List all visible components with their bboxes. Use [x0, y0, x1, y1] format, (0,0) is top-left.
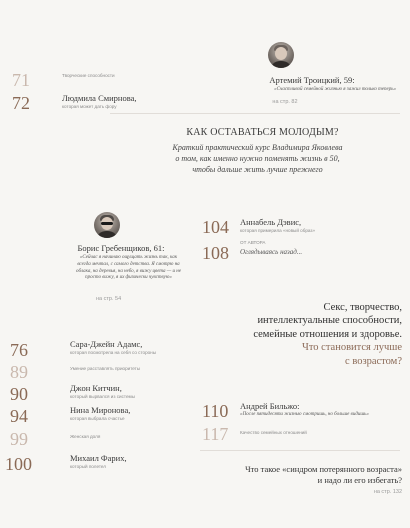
avatar — [94, 212, 120, 238]
page-number: 100 — [5, 454, 32, 474]
page-reference: на стр. 54 — [96, 296, 122, 302]
page-number: 71 — [12, 70, 30, 90]
page-number: 90 — [10, 384, 28, 404]
quote-line: всегда мечтал, с самого детства. Я смотрю на — [77, 261, 180, 267]
quote-line: просто вижу, я их физически чувствую» — [85, 275, 172, 281]
lead-line: о том, как именно нужно поменять жизнь в 50, — [175, 153, 340, 163]
section-subtitle: Умение расставлять приоритеты — [70, 366, 141, 371]
page-reference: на стр. 132 — [373, 489, 402, 495]
person-name: Андрей Бильжо: — [240, 401, 300, 411]
person-name: Нина Миронова, — [70, 405, 131, 415]
section-subtitle: Творческие способности — [62, 73, 115, 78]
avatar — [268, 42, 294, 68]
question-line: семейные отношения и здоровье. — [253, 328, 402, 340]
question-line: Что такое «синдром потерянного возраста» — [245, 464, 402, 474]
quote: «Счастливой семейной жизнью я зажил только теперь» — [274, 87, 396, 92]
person-name: Артемий Троицкий, 59: — [269, 75, 355, 85]
question-line: с возрастом? — [345, 355, 402, 367]
page-number: 104 — [202, 217, 229, 237]
lead-line: чтобы дальше жить лучше прежнего — [192, 164, 323, 174]
feature-question — [180, 301, 402, 368]
person-subtitle: которая выбрала счастье — [70, 416, 125, 421]
question-line: Что становится лучше — [302, 342, 402, 354]
page-number: 110 — [202, 401, 229, 421]
page-number: 117 — [202, 424, 229, 444]
person-subtitle: который вырвался из системы — [70, 394, 135, 399]
page-number: 72 — [12, 93, 30, 113]
question-line: и надо ли его избегать? — [317, 475, 402, 486]
feature-question — [180, 464, 402, 486]
section-title: КАК ОСТАВАТЬСЯ МОЛОДЫМ? — [186, 127, 339, 138]
page-number: 94 — [10, 406, 28, 426]
person-subtitle: которая может дать фору — [62, 104, 117, 109]
page-reference: на стр. 82 — [272, 99, 298, 105]
person-subtitle: который полетел — [70, 464, 106, 469]
quote: «После пятидесяти жизнью смотришь, но больше видишь» — [240, 412, 369, 417]
page-number: 108 — [202, 243, 229, 263]
section-subtitle: Качество семейных отношений — [240, 430, 307, 435]
section-label: ОТ АВТОРА — [240, 240, 266, 245]
chapter-title: Оглядываясь назад... — [240, 248, 303, 256]
page-number: 89 — [10, 362, 28, 382]
person-name: Аннабель Дэвис, — [240, 217, 302, 227]
page-number: 99 — [10, 429, 28, 449]
question-line: интеллектуальные способности, — [257, 315, 402, 327]
lead-line: Краткий практический курс Владимира Яковлева — [172, 143, 343, 152]
page-number: 76 — [10, 340, 28, 360]
quote — [56, 255, 201, 282]
section-lead — [110, 143, 405, 175]
person-subtitle: которая примерила «новый образ» — [240, 228, 316, 233]
person-name: Людмила Смирнова, — [62, 93, 137, 103]
section-subtitle: Женская доля — [70, 434, 101, 439]
person-name: Джон Китчин, — [70, 383, 122, 393]
person-name: Сара-Джейн Адамс, — [70, 339, 143, 349]
divider — [110, 113, 400, 114]
person-name: Михаил Фарих, — [70, 453, 127, 463]
quote-line: «Сейчас я начинаю ощущать жизнь так, как — [79, 255, 178, 260]
divider — [200, 450, 400, 451]
person-subtitle: которая посмотрела на себя со стороны — [70, 350, 157, 355]
question-line: Секс, творчество, — [323, 302, 402, 313]
person-name: Борис Гребенщиков, 61: — [77, 243, 165, 253]
quote-line: облака, на деревья, на небо, я вижу цвета — и не — [76, 268, 181, 274]
